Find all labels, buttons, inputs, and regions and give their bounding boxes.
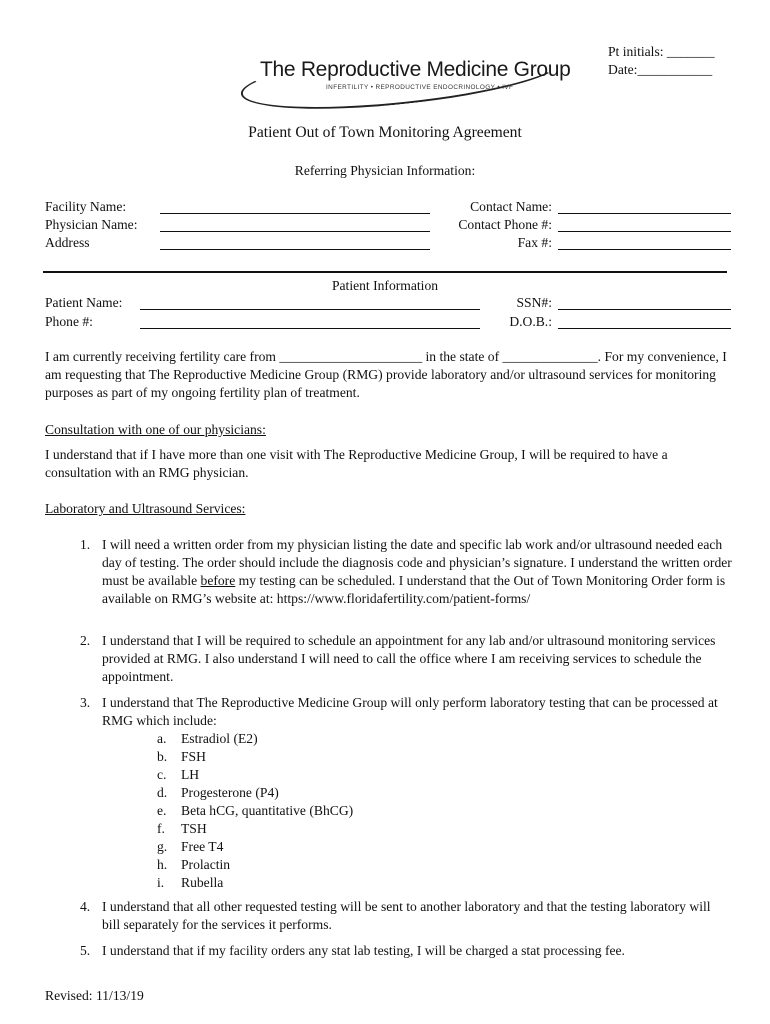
contact-name-label: Contact Name: (470, 199, 552, 214)
item-number: 2. (80, 633, 91, 648)
lab-heading: Laboratory and Ultrasound Services: (45, 501, 246, 516)
physician-name-label: Physician Name: (45, 217, 138, 232)
logo-name: The Reproductive Medicine Group (260, 58, 571, 81)
page-title: Patient Out of Town Monitoring Agreement (248, 124, 522, 141)
test-item: TSH (181, 821, 207, 836)
item-text: I will need a written order from my physician listing the date and specific lab work and/or ultrasound needed each day of testing. The order should include the diagnosis code and physician’s signature. I understand the written order must be available (102, 537, 732, 588)
test-letter: e. (157, 803, 167, 818)
ssn-field[interactable] (558, 309, 731, 310)
patient-name-label: Patient Name: (45, 295, 123, 310)
date-field[interactable]: Date:___________ (608, 62, 713, 77)
phone-field[interactable] (140, 328, 480, 329)
clinic-logo (240, 50, 571, 100)
fax-field[interactable] (558, 249, 731, 250)
address-label: Address (45, 235, 90, 250)
phone-label: Phone #: (45, 314, 93, 329)
test-item: Rubella (181, 875, 224, 890)
test-item: FSH (181, 749, 206, 764)
dob-label: D.O.B.: (509, 314, 552, 329)
revised-date: Revised: 11/13/19 (45, 988, 144, 1003)
test-item: Free T4 (181, 839, 224, 854)
list-item-1 (102, 536, 732, 608)
item-number: 5. (80, 943, 91, 958)
item-number: 3. (80, 695, 91, 710)
fax-label: Fax #: (517, 235, 552, 250)
test-letter: b. (157, 749, 168, 764)
test-letter: c. (157, 767, 167, 782)
list-item-2: I understand that I will be required to schedule an appointment for any lab and/or ultrasound monitoring services provided at RMG. I also understand I will need to call the office where I am receiving services to schedule the appointment. (102, 633, 716, 684)
intro-paragraph: I am currently receiving fertility care from _____________________ in the state of ______________. For my convenience, I am requesting that The Reproductive Medicine Group (RMG) provide laboratory and/or ultrasound services for monitoring purposes as part of my ongoing fertility plan of treatment. (45, 349, 727, 400)
facility-name-field[interactable] (160, 213, 430, 214)
patient-initials-field[interactable]: Pt initials: _______ (608, 44, 715, 59)
facility-name-label: Facility Name: (45, 199, 127, 214)
logo-tagline: INFERTILITY • REPRODUCTIVE ENDOCRINOLOGY • IVF (326, 84, 514, 91)
contact-phone-label: Contact Phone #: (458, 217, 552, 232)
ssn-label: SSN#: (516, 295, 552, 310)
item-text-cont: my testing can be scheduled. I understand that the Out of Town Monitoring Order form is available on RMG’s website at: https://www.floridafertility.com/patient-forms/ (102, 573, 726, 606)
consultation-heading: Consultation with one of our physicians: (45, 422, 266, 437)
test-letter: f. (157, 821, 165, 836)
list-item-4: I understand that all other requested testing will be sent to another laboratory and that the testing laboratory will bill separately for the services it performs. (102, 899, 711, 932)
test-item: Estradiol (E2) (181, 731, 258, 746)
test-letter: a. (157, 731, 167, 746)
test-letter: i. (157, 875, 165, 890)
list-item-5: I understand that if my facility orders any stat lab testing, I will be charged a stat processing fee. (102, 943, 625, 958)
section-divider (43, 271, 727, 273)
test-letter: g. (157, 839, 168, 854)
test-item: LH (181, 767, 200, 782)
test-letter: d. (157, 785, 168, 800)
patient-name-field[interactable] (140, 309, 480, 310)
dob-field[interactable] (558, 328, 731, 329)
referring-heading: Referring Physician Information: (294, 163, 476, 178)
contact-phone-field[interactable] (558, 231, 731, 232)
item-emphasis: before (200, 573, 236, 588)
patient-info-heading: Patient Information (331, 278, 439, 293)
physician-name-field[interactable] (160, 231, 430, 232)
item-number: 1. (80, 537, 91, 552)
consultation-text: I understand that if I have more than one visit with The Reproductive Medicine Group, I will be required to have a consultation with an RMG physician. (45, 447, 668, 480)
contact-name-field[interactable] (558, 213, 731, 214)
list-item-3: I understand that The Reproductive Medicine Group will only perform laboratory testing that can be processed at RMG which include: (102, 695, 718, 728)
address-field[interactable] (160, 249, 430, 250)
test-item: Beta hCG, quantitative (BhCG) (181, 803, 354, 818)
item-number: 4. (80, 899, 91, 914)
test-item: Prolactin (181, 857, 231, 872)
test-item: Progesterone (P4) (181, 785, 279, 800)
test-letter: h. (157, 857, 168, 872)
